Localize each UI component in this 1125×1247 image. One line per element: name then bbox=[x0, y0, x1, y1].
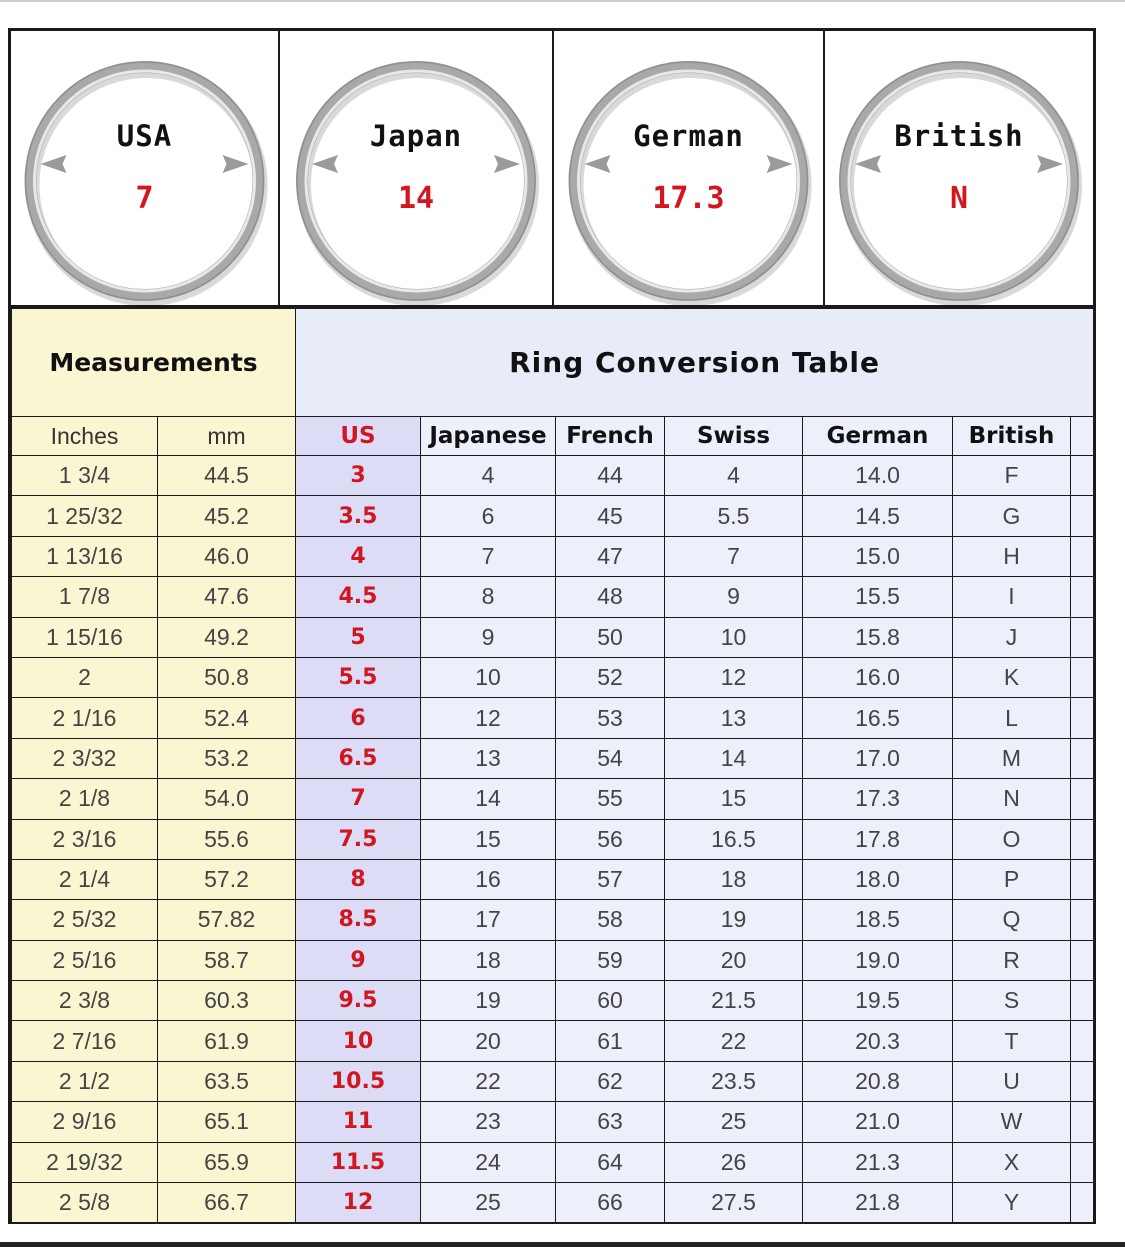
row-spacer bbox=[1071, 1183, 1094, 1223]
row-spacer bbox=[1071, 456, 1094, 496]
cell-british: T bbox=[953, 1021, 1071, 1061]
cell-inches: 2 9/16 bbox=[12, 1102, 158, 1142]
cell-german: 21.8 bbox=[803, 1183, 953, 1223]
cell-british: R bbox=[953, 940, 1071, 980]
table-row bbox=[12, 536, 1094, 576]
ring-usa bbox=[11, 31, 278, 305]
table-row bbox=[12, 859, 1094, 899]
measurements-header: Measurements bbox=[12, 309, 296, 417]
cell-us: 3.5 bbox=[296, 496, 421, 536]
cell-japanese: 20 bbox=[421, 1021, 556, 1061]
table-row bbox=[12, 900, 1094, 940]
cell-german: 20.3 bbox=[803, 1021, 953, 1061]
cell-us: 10 bbox=[296, 1021, 421, 1061]
cell-german: 14.5 bbox=[803, 496, 953, 536]
cell-mm: 66.7 bbox=[158, 1183, 296, 1223]
row-spacer bbox=[1071, 1061, 1094, 1101]
table-row bbox=[12, 779, 1094, 819]
cell-german: 20.8 bbox=[803, 1061, 953, 1101]
ring-label: German bbox=[633, 119, 744, 153]
cell-swiss: 7 bbox=[665, 536, 803, 576]
cell-inches: 2 3/8 bbox=[12, 981, 158, 1021]
cell-swiss: 27.5 bbox=[665, 1183, 803, 1223]
cell-japanese: 17 bbox=[421, 900, 556, 940]
cell-japanese: 4 bbox=[421, 456, 556, 496]
table-row bbox=[12, 496, 1094, 536]
cell-japanese: 10 bbox=[421, 657, 556, 697]
row-spacer bbox=[1071, 779, 1094, 819]
column-spacer bbox=[1071, 417, 1094, 456]
cell-us: 8 bbox=[296, 859, 421, 899]
cell-german: 17.8 bbox=[803, 819, 953, 859]
cell-us: 10.5 bbox=[296, 1061, 421, 1101]
ring-size-value: N bbox=[949, 181, 969, 216]
cell-swiss: 25 bbox=[665, 1102, 803, 1142]
cell-japanese: 19 bbox=[421, 981, 556, 1021]
cell-german: 15.8 bbox=[803, 617, 953, 657]
cell-french: 58 bbox=[556, 900, 665, 940]
cell-british: F bbox=[953, 456, 1071, 496]
row-spacer bbox=[1071, 738, 1094, 778]
cell-us: 4.5 bbox=[296, 577, 421, 617]
cell-inches: 2 bbox=[12, 657, 158, 697]
cell-inches: 2 1/4 bbox=[12, 859, 158, 899]
cell-japanese: 24 bbox=[421, 1142, 556, 1182]
ring-german bbox=[552, 31, 823, 305]
table-row bbox=[12, 819, 1094, 859]
cell-swiss: 5.5 bbox=[665, 496, 803, 536]
cell-us: 3 bbox=[296, 456, 421, 496]
ring-icon bbox=[554, 31, 823, 305]
cell-us: 8.5 bbox=[296, 900, 421, 940]
row-spacer bbox=[1071, 617, 1094, 657]
ring-british bbox=[823, 31, 1093, 305]
cell-mm: 61.9 bbox=[158, 1021, 296, 1061]
row-spacer bbox=[1071, 1142, 1094, 1182]
cell-mm: 53.2 bbox=[158, 738, 296, 778]
cell-mm: 65.9 bbox=[158, 1142, 296, 1182]
cell-japanese: 25 bbox=[421, 1183, 556, 1223]
cell-german: 19.0 bbox=[803, 940, 953, 980]
cell-swiss: 15 bbox=[665, 779, 803, 819]
cell-french: 64 bbox=[556, 1142, 665, 1182]
cell-japanese: 8 bbox=[421, 577, 556, 617]
cell-swiss: 22 bbox=[665, 1021, 803, 1061]
ring-size-examples bbox=[11, 31, 1093, 308]
cell-french: 48 bbox=[556, 577, 665, 617]
cell-swiss: 12 bbox=[665, 657, 803, 697]
ring-icon bbox=[11, 31, 278, 305]
cell-german: 16.0 bbox=[803, 657, 953, 697]
cell-british: H bbox=[953, 536, 1071, 576]
table-row bbox=[12, 1102, 1094, 1142]
column-header-swiss: Swiss bbox=[665, 417, 803, 456]
row-spacer bbox=[1071, 981, 1094, 1021]
cell-swiss: 14 bbox=[665, 738, 803, 778]
cell-german: 14.0 bbox=[803, 456, 953, 496]
cell-british: P bbox=[953, 859, 1071, 899]
row-spacer bbox=[1071, 577, 1094, 617]
cell-mm: 45.2 bbox=[158, 496, 296, 536]
column-header-row bbox=[12, 417, 1094, 456]
cell-swiss: 23.5 bbox=[665, 1061, 803, 1101]
cell-german: 16.5 bbox=[803, 698, 953, 738]
cell-inches: 2 5/8 bbox=[12, 1183, 158, 1223]
row-spacer bbox=[1071, 1021, 1094, 1061]
row-spacer bbox=[1071, 698, 1094, 738]
cell-inches: 1 3/4 bbox=[12, 456, 158, 496]
column-header-french: French bbox=[556, 417, 665, 456]
cell-japanese: 18 bbox=[421, 940, 556, 980]
cell-japanese: 16 bbox=[421, 859, 556, 899]
cell-japanese: 12 bbox=[421, 698, 556, 738]
cell-french: 53 bbox=[556, 698, 665, 738]
cell-swiss: 26 bbox=[665, 1142, 803, 1182]
cell-swiss: 13 bbox=[665, 698, 803, 738]
cell-french: 47 bbox=[556, 536, 665, 576]
cell-swiss: 19 bbox=[665, 900, 803, 940]
cell-german: 15.5 bbox=[803, 577, 953, 617]
cell-mm: 54.0 bbox=[158, 779, 296, 819]
cell-inches: 2 5/32 bbox=[12, 900, 158, 940]
ring-size-value: 7 bbox=[135, 181, 154, 216]
cell-french: 54 bbox=[556, 738, 665, 778]
cell-swiss: 4 bbox=[665, 456, 803, 496]
row-spacer bbox=[1071, 859, 1094, 899]
cell-french: 62 bbox=[556, 1061, 665, 1101]
cell-us: 6.5 bbox=[296, 738, 421, 778]
cell-inches: 2 3/32 bbox=[12, 738, 158, 778]
cell-mm: 57.2 bbox=[158, 859, 296, 899]
cell-french: 66 bbox=[556, 1183, 665, 1223]
cell-german: 19.5 bbox=[803, 981, 953, 1021]
cell-french: 61 bbox=[556, 1021, 665, 1061]
cell-us: 5.5 bbox=[296, 657, 421, 697]
table-row bbox=[12, 981, 1094, 1021]
cell-british: I bbox=[953, 577, 1071, 617]
row-spacer bbox=[1071, 657, 1094, 697]
ring-label: USA bbox=[116, 119, 173, 153]
cell-british: U bbox=[953, 1061, 1071, 1101]
table-title: Ring Conversion Table bbox=[296, 309, 1094, 417]
cell-british: X bbox=[953, 1142, 1071, 1182]
table-row bbox=[12, 940, 1094, 980]
table-row bbox=[12, 1021, 1094, 1061]
cell-inches: 1 7/8 bbox=[12, 577, 158, 617]
cell-german: 21.3 bbox=[803, 1142, 953, 1182]
table-row bbox=[12, 738, 1094, 778]
column-header-mm: mm bbox=[158, 417, 296, 456]
cell-british: J bbox=[953, 617, 1071, 657]
ring-label: British bbox=[894, 119, 1024, 153]
cell-mm: 63.5 bbox=[158, 1061, 296, 1101]
cell-japanese: 15 bbox=[421, 819, 556, 859]
table-row bbox=[12, 1061, 1094, 1101]
column-header-japanese: Japanese bbox=[421, 417, 556, 456]
cell-mm: 65.1 bbox=[158, 1102, 296, 1142]
cell-inches: 2 19/32 bbox=[12, 1142, 158, 1182]
cell-mm: 47.6 bbox=[158, 577, 296, 617]
cell-us: 9 bbox=[296, 940, 421, 980]
cell-us: 11 bbox=[296, 1102, 421, 1142]
ring-size-chart bbox=[8, 28, 1096, 1224]
cell-inches: 2 1/16 bbox=[12, 698, 158, 738]
cell-german: 18.5 bbox=[803, 900, 953, 940]
cell-japanese: 9 bbox=[421, 617, 556, 657]
cell-british: Q bbox=[953, 900, 1071, 940]
cell-british: Y bbox=[953, 1183, 1071, 1223]
table-row bbox=[12, 1142, 1094, 1182]
cell-mm: 57.82 bbox=[158, 900, 296, 940]
cell-mm: 58.7 bbox=[158, 940, 296, 980]
ring-size-value: 14 bbox=[397, 181, 435, 216]
cell-inches: 2 3/16 bbox=[12, 819, 158, 859]
cell-swiss: 16.5 bbox=[665, 819, 803, 859]
ring-icon bbox=[280, 31, 552, 305]
table-row bbox=[12, 577, 1094, 617]
cell-german: 17.3 bbox=[803, 779, 953, 819]
cell-inches: 1 25/32 bbox=[12, 496, 158, 536]
cell-inches: 2 1/2 bbox=[12, 1061, 158, 1101]
cell-german: 18.0 bbox=[803, 859, 953, 899]
row-spacer bbox=[1071, 900, 1094, 940]
cell-japanese: 23 bbox=[421, 1102, 556, 1142]
column-header-inches: Inches bbox=[12, 417, 158, 456]
cell-french: 56 bbox=[556, 819, 665, 859]
cell-swiss: 21.5 bbox=[665, 981, 803, 1021]
cell-british: G bbox=[953, 496, 1071, 536]
column-header-us: US bbox=[296, 417, 421, 456]
cell-mm: 49.2 bbox=[158, 617, 296, 657]
cell-mm: 50.8 bbox=[158, 657, 296, 697]
cell-us: 4 bbox=[296, 536, 421, 576]
row-spacer bbox=[1071, 496, 1094, 536]
column-header-british: British bbox=[953, 417, 1071, 456]
cell-british: W bbox=[953, 1102, 1071, 1142]
row-spacer bbox=[1071, 940, 1094, 980]
column-header-german: German bbox=[803, 417, 953, 456]
row-spacer bbox=[1071, 1102, 1094, 1142]
cell-us: 7.5 bbox=[296, 819, 421, 859]
cell-inches: 2 7/16 bbox=[12, 1021, 158, 1061]
bottom-divider bbox=[0, 1242, 1125, 1247]
cell-british: S bbox=[953, 981, 1071, 1021]
cell-mm: 60.3 bbox=[158, 981, 296, 1021]
ring-label: Japan bbox=[369, 119, 463, 153]
cell-japanese: 22 bbox=[421, 1061, 556, 1101]
cell-japanese: 7 bbox=[421, 536, 556, 576]
cell-french: 55 bbox=[556, 779, 665, 819]
ring-conversion-table bbox=[11, 308, 1094, 1223]
cell-french: 52 bbox=[556, 657, 665, 697]
cell-us: 11.5 bbox=[296, 1142, 421, 1182]
row-spacer bbox=[1071, 819, 1094, 859]
cell-japanese: 14 bbox=[421, 779, 556, 819]
cell-inches: 2 5/16 bbox=[12, 940, 158, 980]
table-row bbox=[12, 657, 1094, 697]
table-row bbox=[12, 1183, 1094, 1223]
cell-german: 17.0 bbox=[803, 738, 953, 778]
cell-inches: 2 1/8 bbox=[12, 779, 158, 819]
cell-french: 60 bbox=[556, 981, 665, 1021]
table-row bbox=[12, 617, 1094, 657]
cell-mm: 55.6 bbox=[158, 819, 296, 859]
table-row bbox=[12, 456, 1094, 496]
cell-swiss: 20 bbox=[665, 940, 803, 980]
cell-us: 6 bbox=[296, 698, 421, 738]
top-divider bbox=[0, 0, 1125, 2]
cell-us: 5 bbox=[296, 617, 421, 657]
ring-japan bbox=[278, 31, 552, 305]
cell-inches: 1 15/16 bbox=[12, 617, 158, 657]
cell-french: 59 bbox=[556, 940, 665, 980]
cell-mm: 52.4 bbox=[158, 698, 296, 738]
cell-british: L bbox=[953, 698, 1071, 738]
cell-british: M bbox=[953, 738, 1071, 778]
cell-german: 15.0 bbox=[803, 536, 953, 576]
table-row bbox=[12, 698, 1094, 738]
cell-mm: 46.0 bbox=[158, 536, 296, 576]
cell-german: 21.0 bbox=[803, 1102, 953, 1142]
cell-us: 12 bbox=[296, 1183, 421, 1223]
cell-french: 57 bbox=[556, 859, 665, 899]
cell-japanese: 6 bbox=[421, 496, 556, 536]
cell-swiss: 18 bbox=[665, 859, 803, 899]
cell-japanese: 13 bbox=[421, 738, 556, 778]
cell-swiss: 9 bbox=[665, 577, 803, 617]
cell-us: 9.5 bbox=[296, 981, 421, 1021]
cell-french: 45 bbox=[556, 496, 665, 536]
cell-swiss: 10 bbox=[665, 617, 803, 657]
cell-british: O bbox=[953, 819, 1071, 859]
row-spacer bbox=[1071, 536, 1094, 576]
cell-french: 50 bbox=[556, 617, 665, 657]
cell-french: 44 bbox=[556, 456, 665, 496]
cell-us: 7 bbox=[296, 779, 421, 819]
ring-icon bbox=[825, 31, 1093, 305]
cell-mm: 44.5 bbox=[158, 456, 296, 496]
ring-size-value: 17.3 bbox=[652, 181, 725, 216]
cell-british: N bbox=[953, 779, 1071, 819]
cell-inches: 1 13/16 bbox=[12, 536, 158, 576]
cell-british: K bbox=[953, 657, 1071, 697]
cell-french: 63 bbox=[556, 1102, 665, 1142]
